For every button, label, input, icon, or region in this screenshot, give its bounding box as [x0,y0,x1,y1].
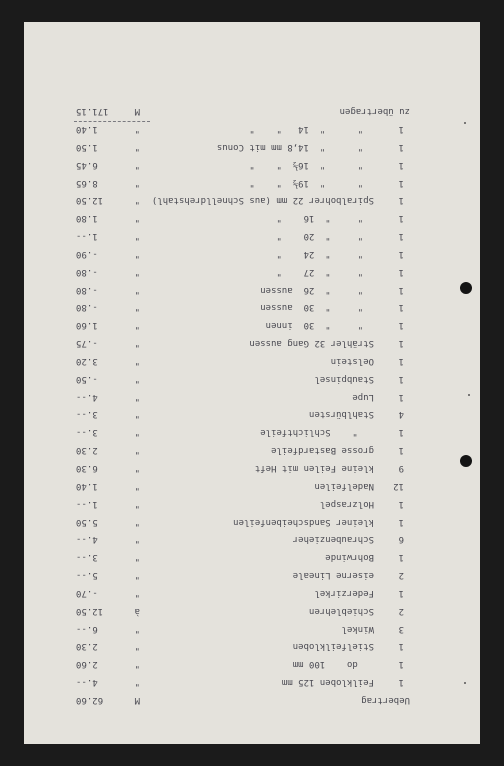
item-desc: " " 14 " " [249,124,374,134]
item-currency: " [134,141,140,152]
item-currency: " [134,534,140,545]
item-currency: " [134,391,140,402]
item-qty: 1 [398,338,404,349]
paper-speck [464,122,466,124]
item-desc: " " 20 " [276,231,374,242]
item-qty: 1 [398,320,404,331]
item-desc: grosse Bastardfeile [271,445,374,456]
item-currency: " [134,427,140,438]
item-desc: Stahlbürsten [308,409,374,420]
item-price: 12.50 [76,605,104,616]
item-price: -.80 [76,284,98,295]
item-desc: " " 19½ " " [249,177,374,188]
item-qty: 1 [398,641,404,652]
item-currency: " [134,266,140,277]
item-price: 3.-- [76,427,98,438]
item-price: 2.60 [76,659,98,670]
item-qty: 1 [398,552,404,563]
ledger-row [24,387,480,405]
item-price: -.80 [76,302,98,313]
item-price: 4.-- [76,677,98,688]
item-currency: " [134,213,140,224]
item-qty: 1 [398,427,404,438]
document-page [24,22,480,744]
item-desc: Strähler 32 Gang aussen [249,338,374,349]
carry-out-amount: 171.15 [76,106,109,117]
inverted-page-content [24,22,480,744]
item-price: -.50 [76,373,98,384]
paper-speck [464,682,466,684]
item-desc: " " 30 innen [265,320,374,331]
ledger-row [24,458,480,476]
item-price: -.70 [76,587,98,598]
item-currency: " [134,445,140,456]
item-desc: Holzraspel [319,498,374,509]
item-currency: " [134,195,140,206]
item-currency: " [134,516,140,527]
item-desc: Stielfeilkloben [292,641,374,652]
item-desc: " " 16½ " " [249,159,374,170]
ledger-row [24,369,480,387]
ledger-row [24,530,480,548]
ledger-row [24,244,480,262]
item-qty: 2 [398,605,404,616]
ledger-row [24,137,480,155]
item-desc: Staubpinsel [314,373,374,384]
item-price: 2.30 [76,445,98,456]
item-desc: " " 24 " [276,248,374,259]
item-desc: Nadelfeilen [314,480,374,491]
ledger-row [24,351,480,369]
item-desc: " " 16 " [276,213,374,224]
item-desc: " " 26 aussen [260,284,374,295]
item-price: 1.-- [76,498,98,509]
item-qty: 1 [398,159,404,170]
item-currency: " [134,498,140,509]
item-qty: 1 [398,284,404,295]
ledger-row [24,565,480,583]
item-desc: Feilkloben 125 mm [281,677,374,688]
item-currency: " [134,338,140,349]
item-currency: " [134,159,140,170]
ledger-row [24,512,480,530]
item-currency: " [134,659,140,670]
item-currency: " [134,302,140,313]
ledger-row [24,155,480,173]
item-desc: Bohrwinde [325,552,374,563]
item-price: 1.50 [76,141,98,152]
ledger-row [24,333,480,351]
item-price: 1.80 [76,213,98,224]
item-price: 3.-- [76,552,98,563]
item-price: 1.-- [76,231,98,242]
item-qty: 1 [398,195,404,206]
item-desc: do 100 mm [292,659,374,670]
item-price: 8.65 [76,177,98,188]
item-desc: Schieblehren [308,605,374,616]
item-price: -.75 [76,338,98,349]
item-qty: 1 [398,177,404,188]
item-currency: " [134,355,140,366]
ledger-row [24,637,480,655]
item-qty: 1 [398,516,404,527]
item-currency: " [134,587,140,598]
item-currency: " [134,570,140,581]
item-desc: Spiralbohrer 22 mm (aus Schnelldrehstahl) [151,195,374,206]
ledger-row [24,298,480,316]
ledger-row [24,226,480,244]
item-price: 6.-- [76,623,98,634]
item-currency: " [134,284,140,295]
carry-in-label: Uebertrag [361,695,410,705]
item-currency: " [134,552,140,563]
item-currency: " [134,373,140,384]
ledger-row [24,654,480,672]
item-price: 1.40 [76,480,98,491]
item-desc: Federzirkel [314,587,374,598]
carry-in-amount: 62.60 [76,695,104,705]
item-price: 5.-- [76,570,98,581]
item-currency: " [134,641,140,652]
item-price: 1.60 [76,320,98,331]
item-qty: 1 [398,355,404,366]
item-currency: à [134,605,140,616]
ledger-row [24,547,480,565]
item-qty: 6 [398,534,404,545]
item-desc: Schraubenzieher [292,534,374,545]
item-desc: " " 14,8 mm mit Conus [216,141,374,152]
item-desc: eiserne Lineale [292,570,374,581]
item-desc: " " 27 " [276,266,374,277]
item-price: -.80 [76,266,98,277]
item-currency: " [134,409,140,420]
carry-out-label: zu übertragen [339,106,410,117]
ledger-row [24,583,480,601]
ledger-row [24,601,480,619]
item-qty: 1 [398,391,404,402]
punch-hole [460,455,472,467]
ledger-row [24,191,480,209]
item-qty: 1 [398,677,404,688]
item-currency: " [134,231,140,242]
item-desc: kleine Feilen mit Heft [254,463,374,474]
item-price: 3.-- [76,409,98,420]
item-qty: 1 [398,266,404,277]
item-price: 12.50 [76,195,104,206]
item-desc: Winkel [341,623,374,634]
ledger-row [24,405,480,423]
item-desc: Lupe [352,391,374,402]
item-qty: 12 [393,480,404,491]
item-qty: 1 [398,248,404,259]
item-qty: 1 [398,587,404,598]
item-currency: " [134,320,140,331]
item-price: 4.-- [76,534,98,545]
item-desc: Oelstein [330,355,374,366]
item-qty: 1 [398,124,404,134]
carry-out-currency: M [134,106,140,117]
item-currency: " [134,480,140,491]
item-price: 6.45 [76,159,98,170]
item-qty: 2 [398,570,404,581]
item-qty: 1 [398,373,404,384]
ledger-row [24,262,480,280]
item-currency: " [134,463,140,474]
item-qty: 1 [398,141,404,152]
carry-in-currency: M [134,695,140,705]
ledger-row [24,619,480,637]
ledger-row [24,315,480,333]
item-price: 6.30 [76,463,98,474]
item-qty: 9 [398,463,404,474]
item-qty: 1 [398,302,404,313]
item-desc: " Schlichtfeile [260,427,374,438]
item-currency: " [134,677,140,688]
ledger-row [24,440,480,458]
item-qty: 1 [398,659,404,670]
ledger-row [24,423,480,441]
item-currency: " [134,623,140,634]
item-qty: 1 [398,213,404,224]
item-price: 2.30 [76,641,98,652]
ledger-row [24,476,480,494]
item-price: -.90 [76,248,98,259]
item-price: 5.50 [76,516,98,527]
item-price: 3.20 [76,355,98,366]
punch-hole [460,282,472,294]
ledger-row [24,208,480,226]
item-qty: 1 [398,231,404,242]
item-desc: kleiner Sandscheibenfeilen [233,516,374,527]
carry-out-row [24,101,480,119]
item-price: 1.40 [76,124,98,134]
ledger-row [24,494,480,512]
item-price: 4.-- [76,391,98,402]
ledger-row [24,173,480,191]
item-currency: " [134,248,140,259]
item-currency: " [134,124,140,134]
ledger-row [24,672,480,690]
item-qty: 1 [398,445,404,456]
ledger-list [24,101,480,744]
ledger-row [24,280,480,298]
carry-in-row [24,690,480,708]
subtotal-rule [74,121,150,122]
item-currency: " [134,177,140,188]
item-qty: 3 [398,623,404,634]
item-desc: " " 30 aussen [260,302,374,313]
paper-speck [468,394,470,396]
item-qty: 1 [398,498,404,509]
item-qty: 4 [398,409,404,420]
